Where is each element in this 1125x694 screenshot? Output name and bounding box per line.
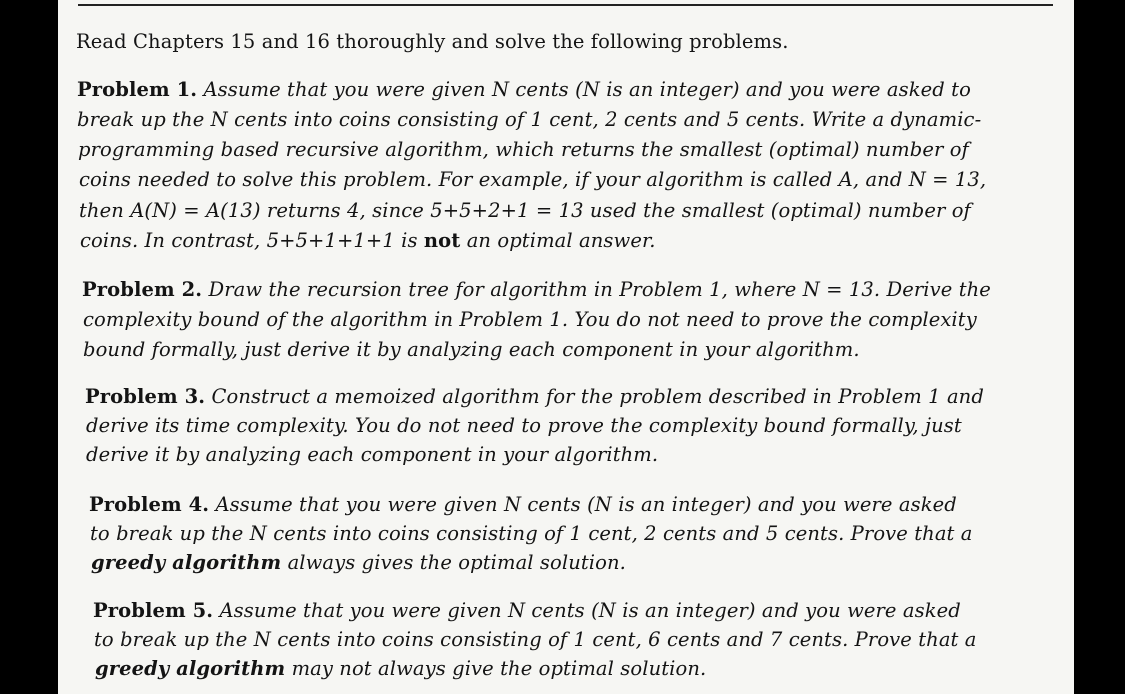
- problem-5-line-1: [93, 599, 961, 622]
- problem-1-line-4: coins needed to solve this problem. For example, if your algorithm is called A, and N = 13,: [79, 168, 987, 191]
- top-rule: [78, 4, 1053, 6]
- problem-5-last-post: may not always give the optimal solution.: [285, 657, 707, 680]
- problem-3-text: Construct a memoized algorithm for the problem described in Problem 1 and: [205, 385, 984, 408]
- problem-5-line-3: [95, 657, 706, 680]
- problem-3-line-2: derive its time complexity. You do not need to prove the complexity bound formally, just: [86, 414, 962, 437]
- problem-4-last-post: always gives the optimal solution.: [281, 551, 626, 574]
- problem-3-label: Problem 3.: [85, 385, 206, 408]
- problem-3-line-1: [85, 385, 984, 408]
- problem-2-line-3: bound formally, just derive it by analyzing each component in your algorithm.: [83, 338, 860, 361]
- problem-1-label: Problem 1.: [77, 78, 198, 101]
- document-page: [58, 0, 1074, 694]
- problem-2-label: Problem 2.: [82, 278, 203, 301]
- problem-1-last-post: an optimal answer.: [460, 229, 656, 252]
- problem-5-line-2: to break up the N cents into coins consisting of 1 cent, 6 cents and 7 cents. Prove that a: [94, 628, 977, 651]
- problem-4-line-2: to break up the N cents into coins consisting of 1 cent, 2 cents and 5 cents. Prove that a: [90, 522, 973, 545]
- problem-1-line-5: then A(N) = A(13) returns 4, since 5+5+2+1 = 13 used the smallest (optimal) number of: [79, 199, 971, 222]
- problem-4-line-3: [91, 551, 626, 574]
- problem-4-label: Problem 4.: [89, 493, 210, 516]
- problem-1-line-1: [77, 78, 971, 101]
- problem-2-line-2: complexity bound of the algorithm in Problem 1. You do not need to prove the complexity: [83, 308, 977, 331]
- problem-4-line-1: [89, 493, 957, 516]
- problem-2-line-1: [82, 278, 991, 301]
- problem-1-line-3: programming based recursive algorithm, which returns the smallest (optimal) number of: [78, 138, 969, 161]
- problem-5-label: Problem 5.: [93, 599, 214, 622]
- problem-2-text: Draw the recursion tree for algorithm in Problem 1, where N = 13. Derive the: [202, 278, 991, 301]
- problem-5-emphasis: greedy algorithm: [95, 657, 286, 680]
- problem-1-last-pre: coins. In contrast, 5+5+1+1+1 is: [80, 229, 424, 252]
- problem-1-emphasis: not: [423, 229, 461, 252]
- problem-4-emphasis: greedy algorithm: [91, 551, 282, 574]
- problem-4-text: Assume that you were given N cents (N is an integer) and you were asked: [209, 493, 957, 516]
- problem-1-text: Assume that you were given N cents (N is an integer) and you were asked to: [197, 78, 971, 101]
- problem-5-text: Assume that you were given N cents (N is an integer) and you were asked: [213, 599, 961, 622]
- problem-1-line-6: [80, 229, 656, 252]
- intro-text: Read Chapters 15 and 16 thoroughly and solve the following problems.: [76, 30, 789, 53]
- problem-1-line-2: break up the N cents into coins consisting of 1 cent, 2 cents and 5 cents. Write a dynamic-: [77, 108, 982, 131]
- problem-3-line-3: derive it by analyzing each component in your algorithm.: [86, 443, 659, 466]
